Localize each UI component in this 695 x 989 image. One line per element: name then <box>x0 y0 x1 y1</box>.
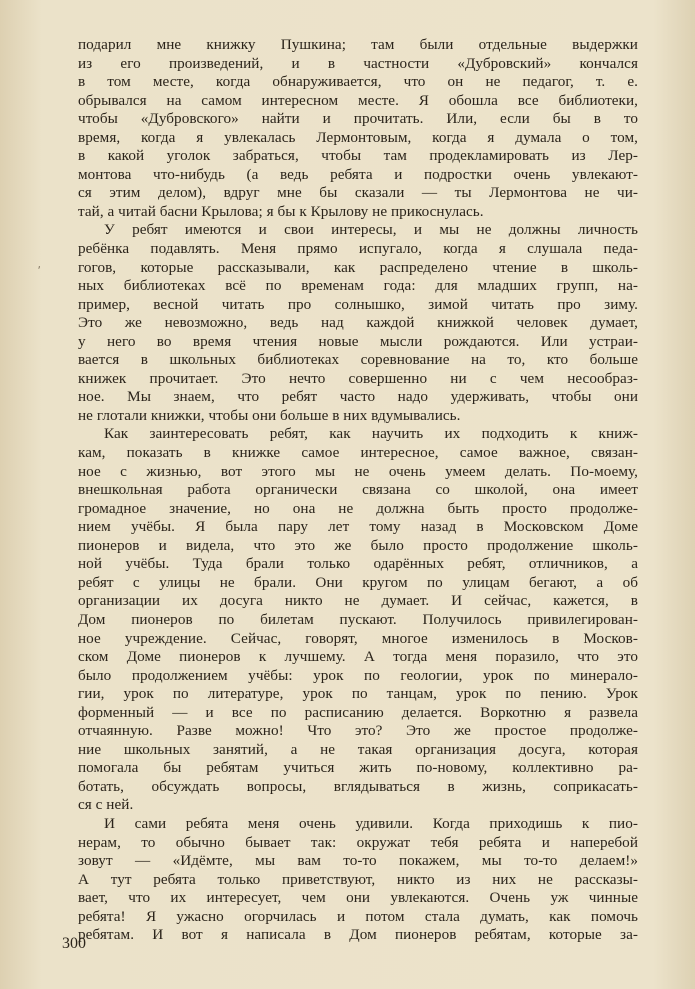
text-line: нерам, то обычно бывает так: окружат тебя ребята и наперебой <box>78 833 638 851</box>
text-line: ное. Мы знаем, что ребят часто надо удерживать, чтобы они <box>78 388 638 406</box>
text-line: не глотали книжки, чтобы они больше в них вдумывались. <box>78 406 461 424</box>
text-line: подарил мне книжку Пушкина; там были отдельные выдержки <box>78 36 638 53</box>
text-line: У ребят имеются и свои интересы, и мы не должны личность <box>104 221 638 239</box>
text-line: гии, урок по литературе, урок по танцам, урок по пению. Урок <box>78 685 638 703</box>
text-line: ся с ней. <box>78 796 134 814</box>
text-line: ние школьных занятий, а не такая организация досуга, которая <box>78 740 638 758</box>
text-line: у него во время чтения новые мысли рождаются. Или устраи- <box>78 332 638 350</box>
text-line: А тут ребята только приветствуют, никто из них не рассказы- <box>78 870 638 888</box>
text-line: Как заинтересовать ребят, как научить их подходить к книж- <box>104 425 638 443</box>
text-line: пионеров и видела, что это же было просто продолжение школь- <box>78 536 638 554</box>
text-line: гогов, которые рассказывали, как распределено чтение в школь- <box>78 258 638 276</box>
text-line: было продолжением учёбы: урок по геологии, урок по минерало- <box>78 666 638 684</box>
text-line: ных библиотеках всё по временам года: для младших групп, на- <box>78 277 638 295</box>
text-line: ной учёбы. Туда брали только одарённых ребят, отличников, а <box>78 555 638 573</box>
text-line: ском Доме пионеров к лучшему. А тогда меня поразило, что это <box>78 648 638 666</box>
text-line: форменный — и все по расписанию делается. Воркотню я развела <box>78 703 638 721</box>
text-line: ребёнка подавлять. Меня прямо испугало, когда я слушала педа- <box>78 240 638 258</box>
text-line: нием учёбы. Я была пару лет тому назад в Московском Доме <box>78 518 638 536</box>
text-line: ребята! Я ужасно огорчилась и потом стала думать, как помочь <box>78 907 638 925</box>
text-line: отчаянную. Разве можно! Что это? Это же простое продолже- <box>78 722 638 740</box>
page-number: 300 <box>62 935 86 952</box>
body-text <box>78 36 638 945</box>
text-line: зовут — «Идёмте, мы вам то-то покажем, мы то-то делаем!» <box>78 852 638 870</box>
text-line: Дом пионеров по билетам пускают. Получилось привилегирован- <box>78 610 638 628</box>
text-line: время, когда я увлекалась Лермонтовым, когда я думала о том, <box>78 128 638 146</box>
text-line: из его произведений, и в частности «Дубровский» кончался <box>78 54 638 72</box>
text-line: ся этим делом), вдруг мне бы сказали — ты Лермонтова не чи- <box>78 184 638 202</box>
text-line: чтобы «Дубровского» найти и прочитать. Или, если бы в то <box>78 110 638 128</box>
text-line: книжек прочитает. Это нечто совершенно ни с чем несообраз- <box>78 369 638 387</box>
text-line: громадное значение, но она не должна быть просто продолже- <box>78 499 638 517</box>
text-line: ное учреждение. Сейчас, говорят, многое изменилось в Москов- <box>78 629 638 647</box>
text-line: ботать, обсуждать вопросы, вглядываться в жизнь, соприкасать- <box>78 777 638 795</box>
text-line: ребятам. И вот я написала в Дом пионеров ребятам, которые за- <box>78 926 638 944</box>
text-line: монтова что-нибудь (а ведь ребята и подростки очень увлекают- <box>78 165 638 183</box>
text-line: пример, весной читать про солнышко, зимой читать про зиму. <box>78 295 638 313</box>
text-line: ное с жизнью, вот этого мы не очень умеем делать. По-моему, <box>78 462 638 480</box>
text-line: кам, показать в книжке самое интересное, самое важное, связан- <box>78 444 638 462</box>
text-line: организации их досуга никто не думает. И сейчас, кажется, в <box>78 592 638 610</box>
text-line: в какой уголок забраться, чтобы там продекламировать из Лер- <box>78 147 638 165</box>
text-line: вается в школьных библиотеках соревнование на то, кто больше <box>78 351 638 369</box>
text-line: в том месте, когда обнаруживается, что он не педагог, т. е. <box>78 73 638 91</box>
text-line: обрывался на самом интересном месте. Я обошла все библиотеки, <box>78 91 638 109</box>
text-line: тай, а читай басни Крылова; я бы к Крылову не прикоснулась. <box>78 202 484 220</box>
text-line: И сами ребята меня очень удивили. Когда приходишь к пио- <box>104 814 638 832</box>
text-line: ребят с улицы не брали. Они кругом по улицам бегают, а об <box>78 573 638 591</box>
text-line: Это же невозможно, ведь над каждой книжкой человек думает, <box>78 314 638 332</box>
text-line: помогала бы ребятам учиться жить по-новому, коллективно ра- <box>78 759 638 777</box>
margin-mark: ʹ <box>38 263 41 277</box>
text-line: вает, что их интересует, чем они увлекаются. Очень уж чинные <box>78 889 638 907</box>
text-line: внешкольная работа органически связана со школой, она имеет <box>78 481 638 499</box>
